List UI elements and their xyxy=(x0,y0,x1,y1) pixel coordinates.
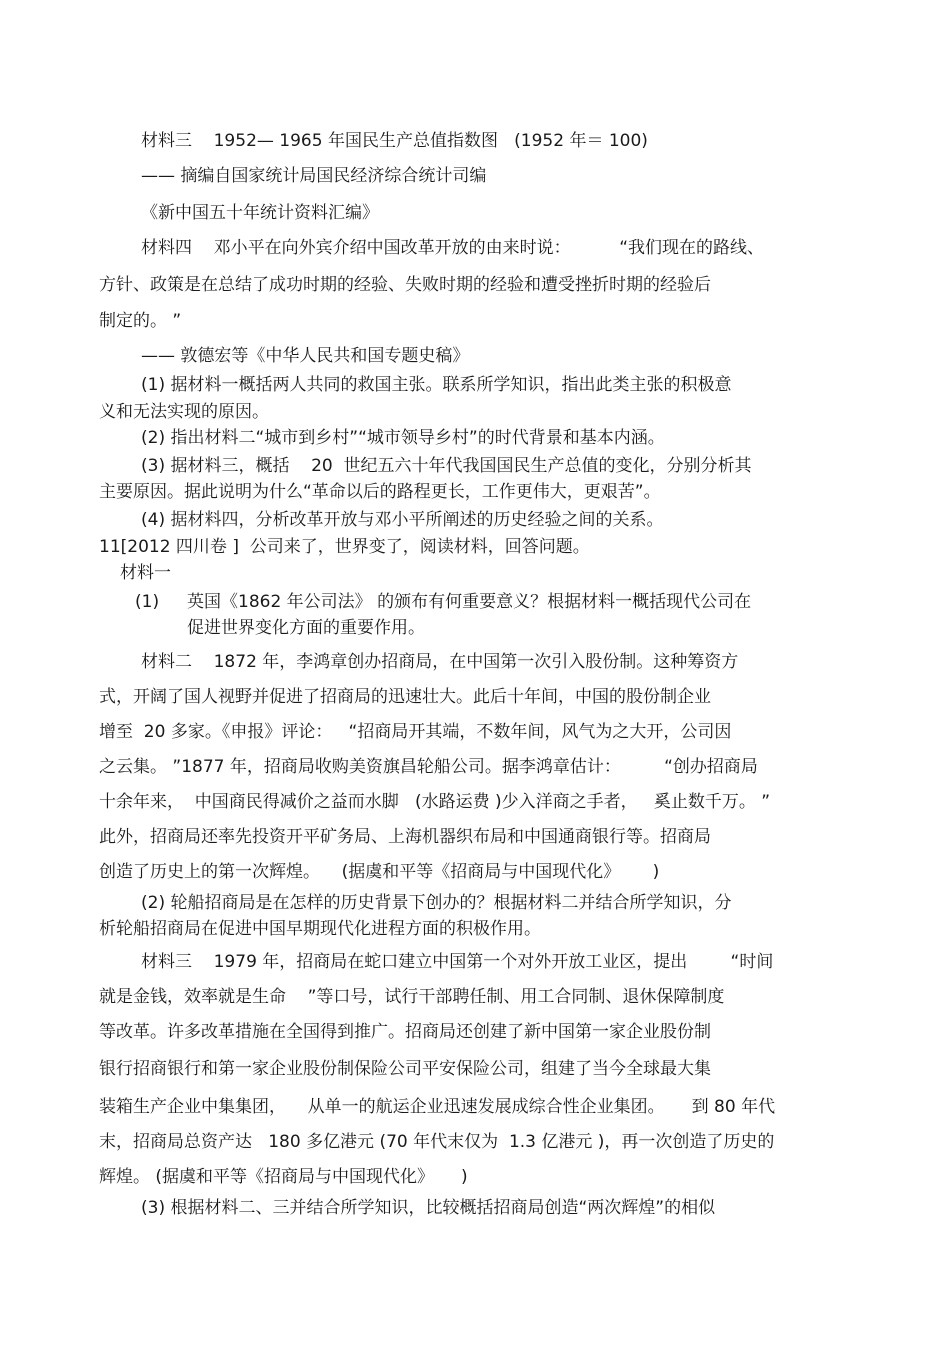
subquestion-1-number: (1) xyxy=(135,592,160,612)
material-two-line-2: 式，开阔了国人视野并促进了招商局的迅速壮大。此后十年间，中国的股份制企业 xyxy=(99,687,711,707)
material-four-source: —— 敦德宏等《中华人民共和国专题史稿》 xyxy=(141,346,470,366)
question-1-line-2: 义和无法实现的原因。 xyxy=(99,402,269,422)
material-three-title: 材料三 1952— 1965 年国民生产总值指数图 (1952 年＝ 100) xyxy=(141,131,648,151)
material-three-line-1: 材料三 1979 年，招商局在蛇口建立中国第一个对外开放工业区，提出 “时间 xyxy=(141,952,774,972)
question-2: (2) 指出材料二“城市到乡村”“城市领导乡村”的时代背景和基本内涵。 xyxy=(141,428,665,448)
material-three-line-4: 银行招商银行和第一家企业股份制保险公司平安保险公司，组建了当今全球最大集 xyxy=(99,1059,711,1079)
question-3-line-2: 主要原因。据此说明为什么“革命以后的路程更长，工作更伟大，更艰苦”。 xyxy=(99,482,661,502)
material-three-line-6: 末，招商局总资产达 180 多亿港元 (70 年代末仅为 1.3 亿港元 )，再一次创造了历史的 xyxy=(99,1132,775,1152)
question-1-line-1: (1) 据材料一概括两人共同的救国主张。联系所学知识，指出此类主张的积极意 xyxy=(141,375,732,395)
subquestion-1-line-1: 英国《1862 年公司法》 的颁布有何重要意义？根据材料一概括现代公司在 xyxy=(187,592,752,612)
question-4: (4) 据材料四，分析改革开放与邓小平所阐述的历史经验之间的关系。 xyxy=(141,510,664,530)
material-two-line-1: 材料二 1872 年，李鸿章创办招商局，在中国第一次引入股份制。这种筹资方 xyxy=(141,652,739,672)
material-four-line-3: 制定的。 ” xyxy=(99,311,182,331)
material-two-line-3: 增至 20 多家。《申报》评论： “招商局开其端，不数年间，风气为之大开，公司因 xyxy=(99,722,732,742)
material-two-line-5: 十余年来， 中国商民得减价之益而水脚 (水路运费 )少入洋商之手者， 奚止数千万。 ” xyxy=(99,792,771,812)
material-three-line-5: 装箱生产企业中集集团， 从单一的航运企业迅速发展成综合性企业集团。 到 80 年代 xyxy=(99,1097,776,1117)
material-three-line-2: 就是金钱，效率就是生命 ”等口号，试行干部聘任制、用工合同制、退休保障制度 xyxy=(99,987,725,1007)
material-three-line-7: 辉煌。 (据虞和平等《招商局与中国现代化》 ) xyxy=(99,1167,468,1187)
material-two-line-6: 此外，招商局还率先投资开平矿务局、上海机器织布局和中国通商银行等。招商局 xyxy=(99,827,711,847)
material-three-line-3: 等改革。许多改革措施在全国得到推广。招商局还创建了新中国第一家企业股份制 xyxy=(99,1022,711,1042)
material-three-source-book: 《新中国五十年统计资料汇编》 xyxy=(141,203,379,223)
subquestion-2-line-2: 析轮船招商局在促进中国早期现代化进程方面的积极作用。 xyxy=(99,919,541,939)
question-3-line-1: (3) 据材料三，概括 20 世纪五六十年代我国国民生产总值的变化，分别分析其 xyxy=(141,456,752,476)
subquestion-1-line-2: 促进世界变化方面的重要作用。 xyxy=(187,618,425,638)
material-two-line-4: 之云集。 ”1877 年，招商局收购美资旗昌轮船公司。据李鸿章估计： “创办招商局 xyxy=(99,757,758,777)
problem-11-heading: 11[2012 四川卷 ] 公司来了，世界变了，阅读材料，回答问题。 xyxy=(99,537,590,557)
material-four-line-1: 材料四 邓小平在向外宾介绍中国改革开放的由来时说： “我们现在的路线、 xyxy=(141,238,765,258)
subquestion-2-line-1: (2) 轮船招商局是在怎样的历史背景下创办的？根据材料二并结合所学知识，分 xyxy=(141,893,732,913)
subquestion-3-line-1: (3) 根据材料二、三并结合所学知识，比较概括招商局创造“两次辉煌”的相似 xyxy=(141,1198,716,1218)
material-four-line-2: 方针、政策是在总结了成功时期的经验、失败时期的经验和遭受挫折时期的经验后 xyxy=(99,275,711,295)
material-three-source: —— 摘编自国家统计局国民经济综合统计司编 xyxy=(141,166,487,186)
material-one-label: 材料一 xyxy=(120,563,171,583)
material-two-line-7: 创造了历史上的第一次辉煌。 (据虞和平等《招商局与中国现代化》 ) xyxy=(99,862,660,882)
